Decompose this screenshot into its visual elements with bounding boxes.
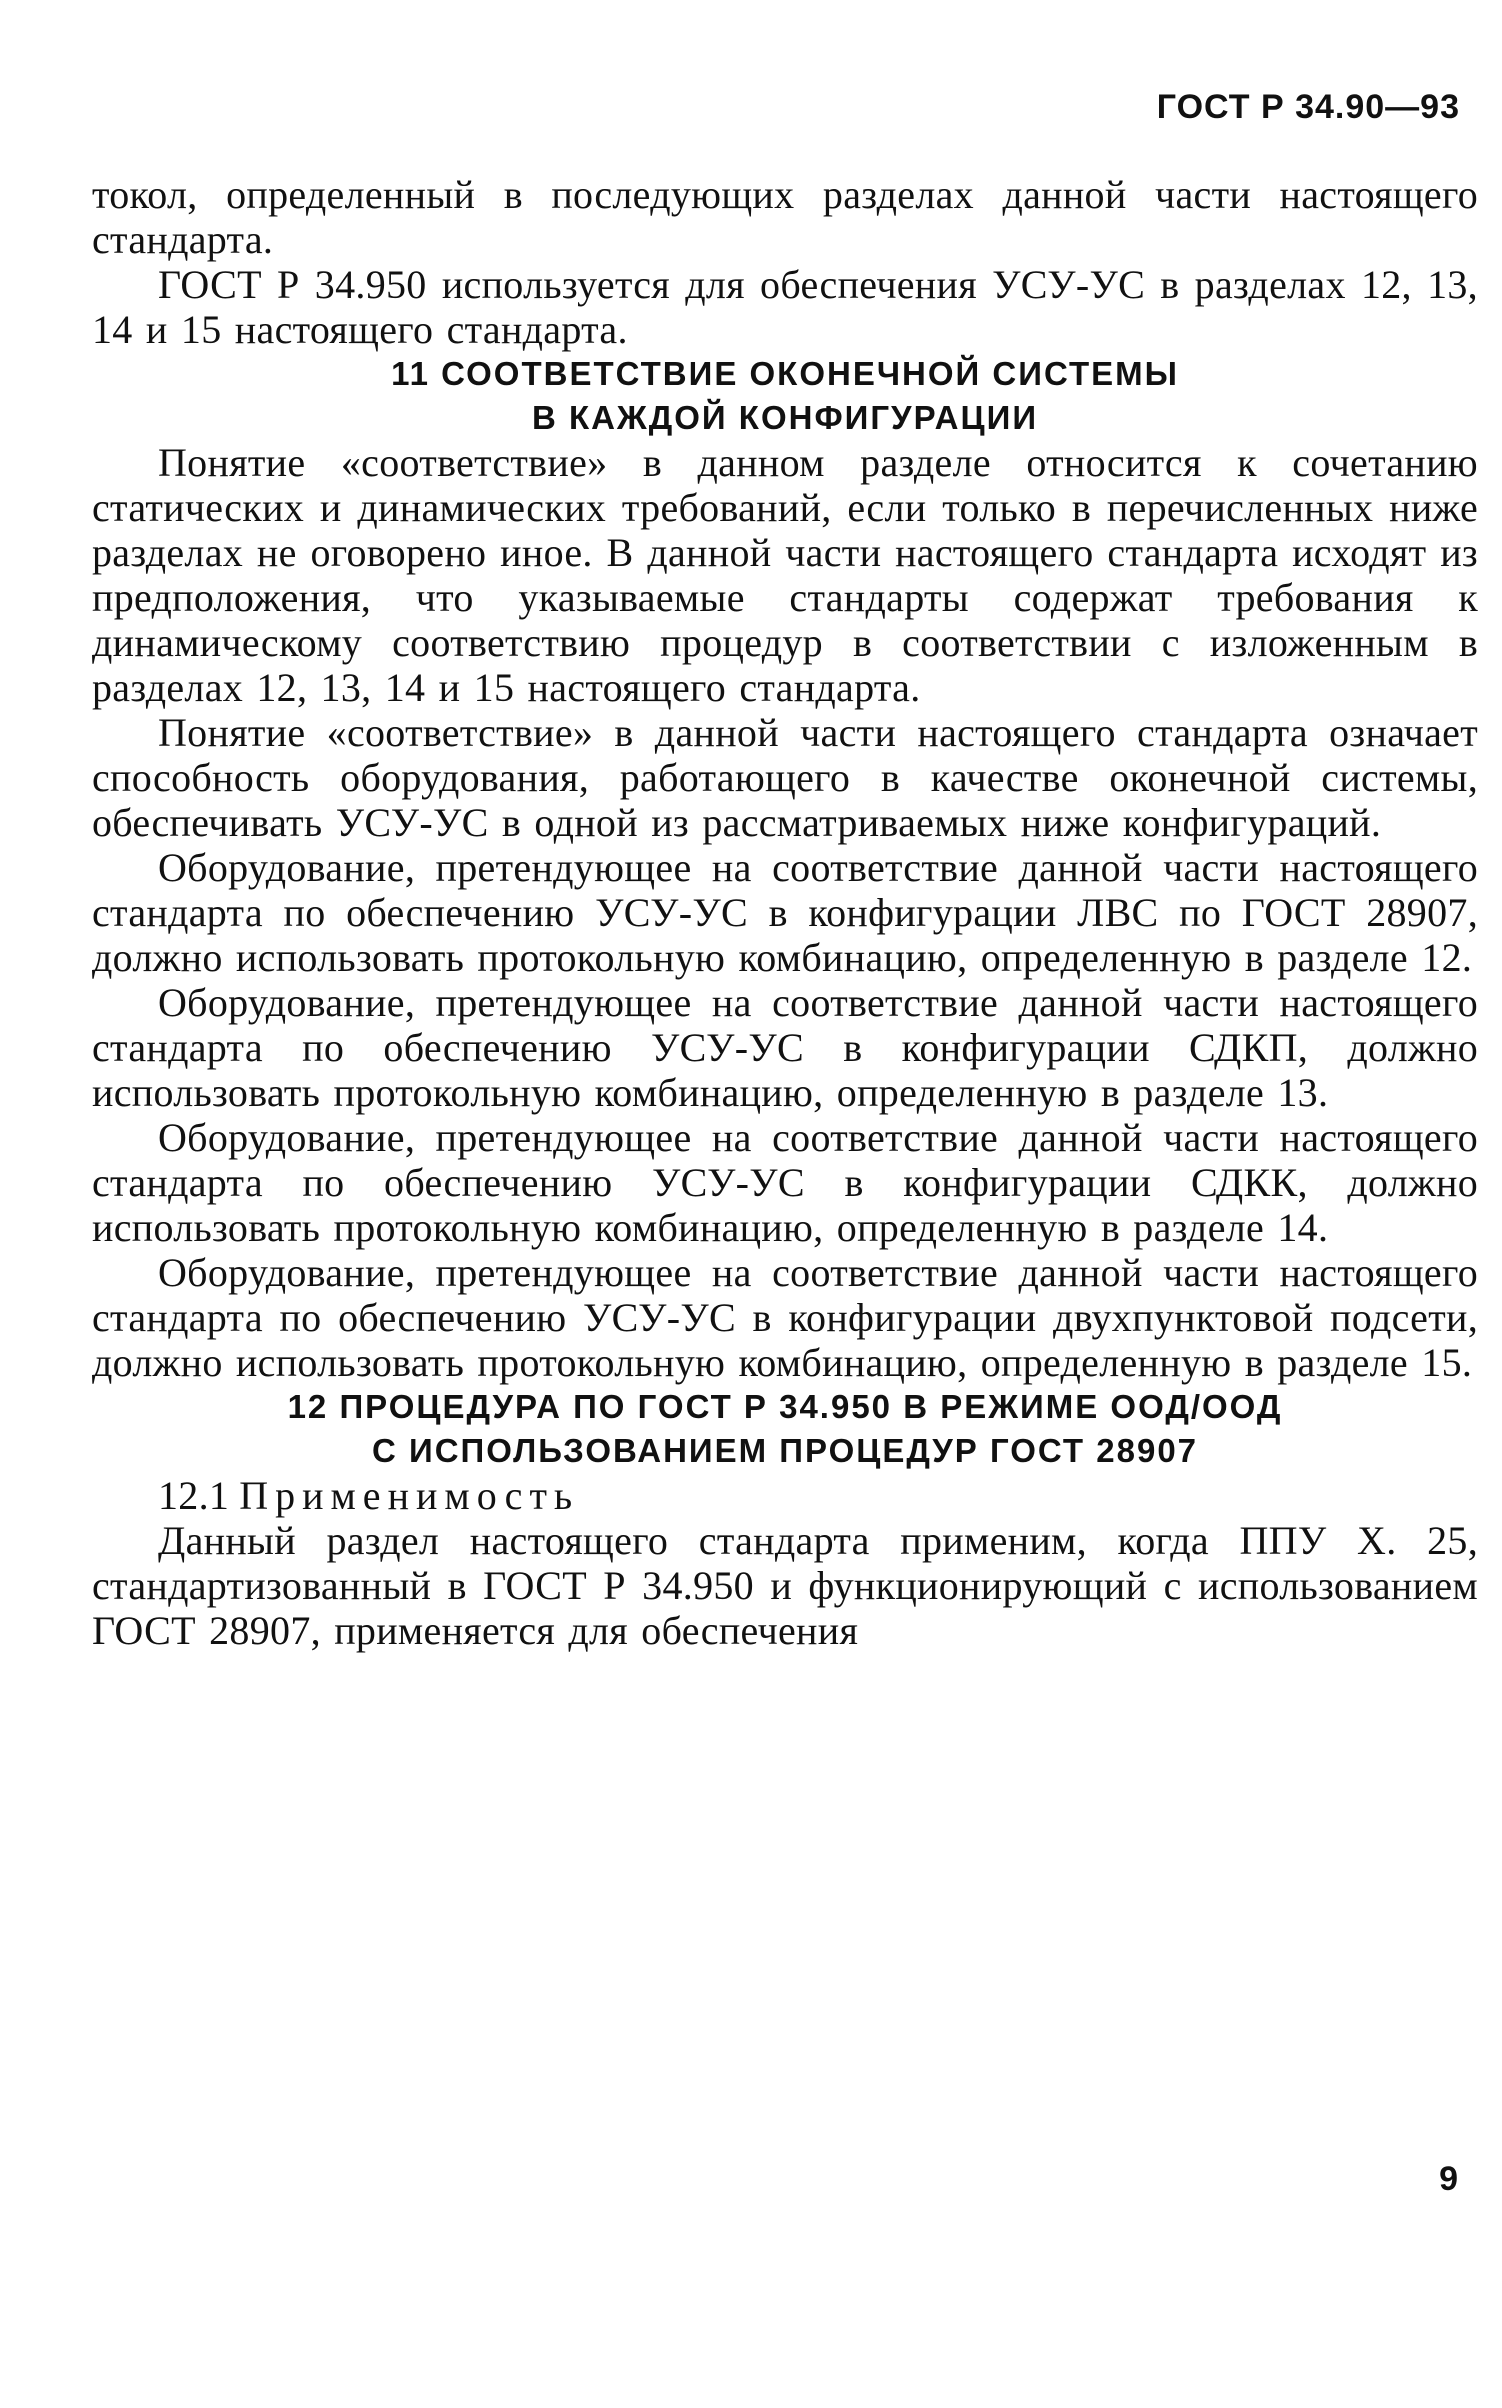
paragraph: Оборудование, претендующее на соответствие данной части настоящего стандарта по обеспечению УСУ-УС в конфигурации СДКК, должно использовать протокольную комбинацию, определенную в разделе 14.: [92, 1115, 1478, 1250]
subsection-title: Применимость: [239, 1473, 580, 1518]
section-11-heading: [92, 352, 1478, 440]
paragraph: Оборудование, претендующее на соответствие данной части настоящего стандарта по обеспечению УСУ-УС в конфигурации ЛВС по ГОСТ 28907, должно использовать протокольную комбинацию, определенную в разделе 12.: [92, 845, 1478, 980]
subsection-12-1-heading: [92, 1473, 1478, 1518]
paragraph-continued: токол, определенный в последующих разделах данной части настоящего стандарта.: [92, 172, 1478, 262]
subsection-number: 12.1: [158, 1473, 230, 1518]
page-number: 9: [1439, 2160, 1458, 2198]
section-heading-line: С ИСПОЛЬЗОВАНИЕМ ПРОЦЕДУР ГОСТ 28907: [371, 1432, 1199, 1469]
page-body: [92, 172, 1478, 1653]
paragraph: Оборудование, претендующее на соответствие данной части настоящего стандарта по обеспечению УСУ-УС в конфигурации двухпунктовой подсети, должно использовать протокольную комбинацию, определенную в разделе 15.: [92, 1250, 1478, 1385]
paragraph: Данный раздел настоящего стандарта применим, когда ППУ Х. 25, стандартизованный в ГОСТ Р 34.950 и функционирующий с использованием ГОСТ 28907, применяется для обеспечения: [92, 1518, 1478, 1653]
section-heading-line: 11 СООТВЕТСТВИЕ ОКОНЕЧНОЙ СИСТЕМЫ: [391, 355, 1179, 392]
paragraph: Понятие «соответствие» в данной части настоящего стандарта означает способность оборудования, работающего в качестве оконечной системы, обеспечивать УСУ-УС в одной из рассматриваемых ниже конфигураций.: [92, 710, 1478, 845]
running-header: ГОСТ Р 34.90—93: [1156, 88, 1460, 126]
section-12-heading: [92, 1385, 1478, 1473]
paragraph: Понятие «соответствие» в данном разделе относится к сочетанию статических и динамических требований, если только в перечисленных ниже разделах не оговорено иное. В данной части настоящего стандарта исходят из предположения, что указываемые стандарты содержат требования к динамическому соответствию процедур в соответствии с изложенным в разделах 12, 13, 14 и 15 настоящего стандарта.: [92, 440, 1478, 710]
paragraph: Оборудование, претендующее на соответствие данной части настоящего стандарта по обеспечению УСУ-УС в конфигурации СДКП, должно использовать протокольную комбинацию, определенную в разделе 13.: [92, 980, 1478, 1115]
section-heading-line: В КАЖДОЙ КОНФИГУРАЦИИ: [531, 399, 1039, 436]
paragraph: ГОСТ Р 34.950 используется для обеспечения УСУ-УС в разделах 12, 13, 14 и 15 настоящего стандарта.: [92, 262, 1478, 352]
section-heading-line: 12 ПРОЦЕДУРА ПО ГОСТ Р 34.950 В РЕЖИМЕ ООД/ООД: [287, 1388, 1283, 1425]
